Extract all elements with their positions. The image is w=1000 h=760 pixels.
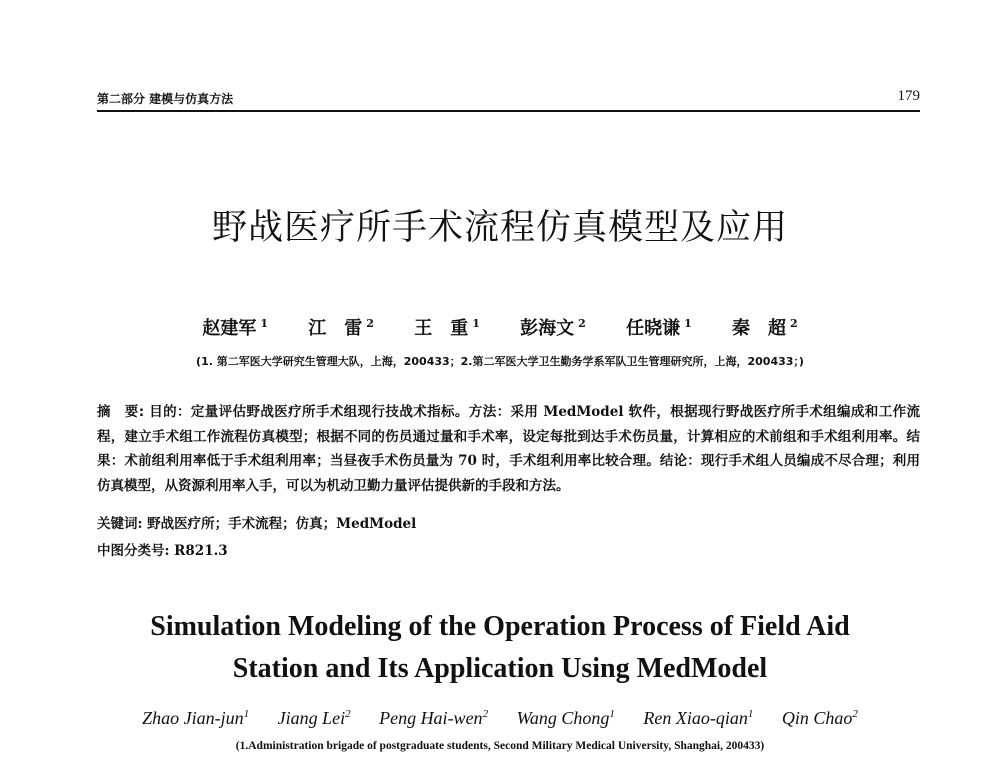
title-english-line-2: Station and Its Application Using MedModel xyxy=(232,653,768,684)
author-name: 江 雷 xyxy=(308,318,363,339)
classification-label: 中图分类号: xyxy=(97,543,170,559)
keywords xyxy=(97,512,416,532)
author-en xyxy=(517,708,615,728)
author-affiliation-mark: 2 xyxy=(852,708,858,720)
author-en xyxy=(782,708,858,728)
author-affiliation-mark: 1 xyxy=(747,708,754,720)
author-cn xyxy=(202,318,268,339)
title-chinese: 野战医疗所手术流程仿真模型及应用 xyxy=(211,208,788,248)
keywords-label: 关键词: xyxy=(97,516,143,532)
author-affiliation-mark: 2 xyxy=(345,708,351,720)
author-en xyxy=(643,708,753,728)
author-cn xyxy=(308,318,374,339)
author-affiliation-mark: 1 xyxy=(260,317,268,330)
author-affiliation-mark: 1 xyxy=(609,708,615,720)
author-name: Ren Xiao-qian xyxy=(643,708,748,728)
author-name: Peng Hai-wen xyxy=(379,708,483,728)
author-cn xyxy=(414,318,480,339)
author-name: 彭海文 xyxy=(520,318,575,339)
author-name: Zhao Jian-jun xyxy=(142,708,244,728)
title-english-line-1: Simulation Modeling of the Operation Process of Field Aid xyxy=(150,611,850,642)
authors-english xyxy=(0,708,1000,729)
author-affiliation-mark: 2 xyxy=(790,317,798,330)
author-name: 王 重 xyxy=(414,318,469,339)
author-affiliation-mark: 1 xyxy=(243,708,250,720)
title-english xyxy=(0,606,1000,690)
authors-chinese xyxy=(0,314,1000,340)
author-affiliation-mark: 2 xyxy=(366,317,374,330)
abstract-text: 目的：定量评估野战医疗所手术组现行技战术指标。方法：采用 MedModel 软件，根据现行野战医疗所手术组编成和工作流程，建立手术组工作流程仿真模型；根据不同的伤员通过量和手术率，设定每批到达手术伤员量，计算相应的术前组和手术组利用率。结果：术前组利用率低于手术组利用率；当昼夜手术伤员量为 70 时，手术组利用率比较合理。结论：现行手术组人员编成不尽合理；利用仿真模型，从资源利用率入手，可以为机动卫勤力量评估提供新的手段和方法。 xyxy=(97,404,920,494)
author-name: 任晓谦 xyxy=(626,318,681,339)
author-name: 秦 超 xyxy=(732,318,787,339)
author-name: Qin Chao xyxy=(781,708,853,728)
author-name: 赵建军 xyxy=(202,318,257,339)
classification-text: R821.3 xyxy=(169,543,228,559)
author-affiliation-mark: 2 xyxy=(482,708,489,720)
author-en xyxy=(379,708,488,728)
author-cn xyxy=(732,318,798,339)
classification-number xyxy=(97,539,228,559)
author-cn xyxy=(626,318,692,339)
header-section-title: 第二部分 建模与仿真方法 xyxy=(97,92,234,106)
abstract-label: 摘 要: xyxy=(97,404,145,420)
affiliation-english: (1.Administration brigade of postgraduate students, Second Military Medical University, Shanghai, 200433) xyxy=(235,740,765,752)
affiliation-chinese: (1. 第二军医大学研究生管理大队，上海，200433；2.第二军医大学卫生勤务学系军队卫生管理研究所，上海，200433；) xyxy=(196,355,804,368)
author-cn xyxy=(520,318,586,339)
author-name: Wang Chong xyxy=(516,708,610,728)
author-affiliation-mark: 2 xyxy=(578,317,586,330)
author-name: Jiang Lei xyxy=(277,708,346,728)
abstract-chinese xyxy=(97,400,920,498)
author-en xyxy=(142,708,249,728)
running-header xyxy=(97,88,920,112)
author-affiliation-mark: 1 xyxy=(472,317,480,330)
page-number: 179 xyxy=(897,88,920,104)
keywords-text: 野战医疗所；手术流程；仿真；MedModel xyxy=(142,516,417,532)
author-affiliation-mark: 1 xyxy=(684,317,692,330)
author-en xyxy=(278,708,351,728)
